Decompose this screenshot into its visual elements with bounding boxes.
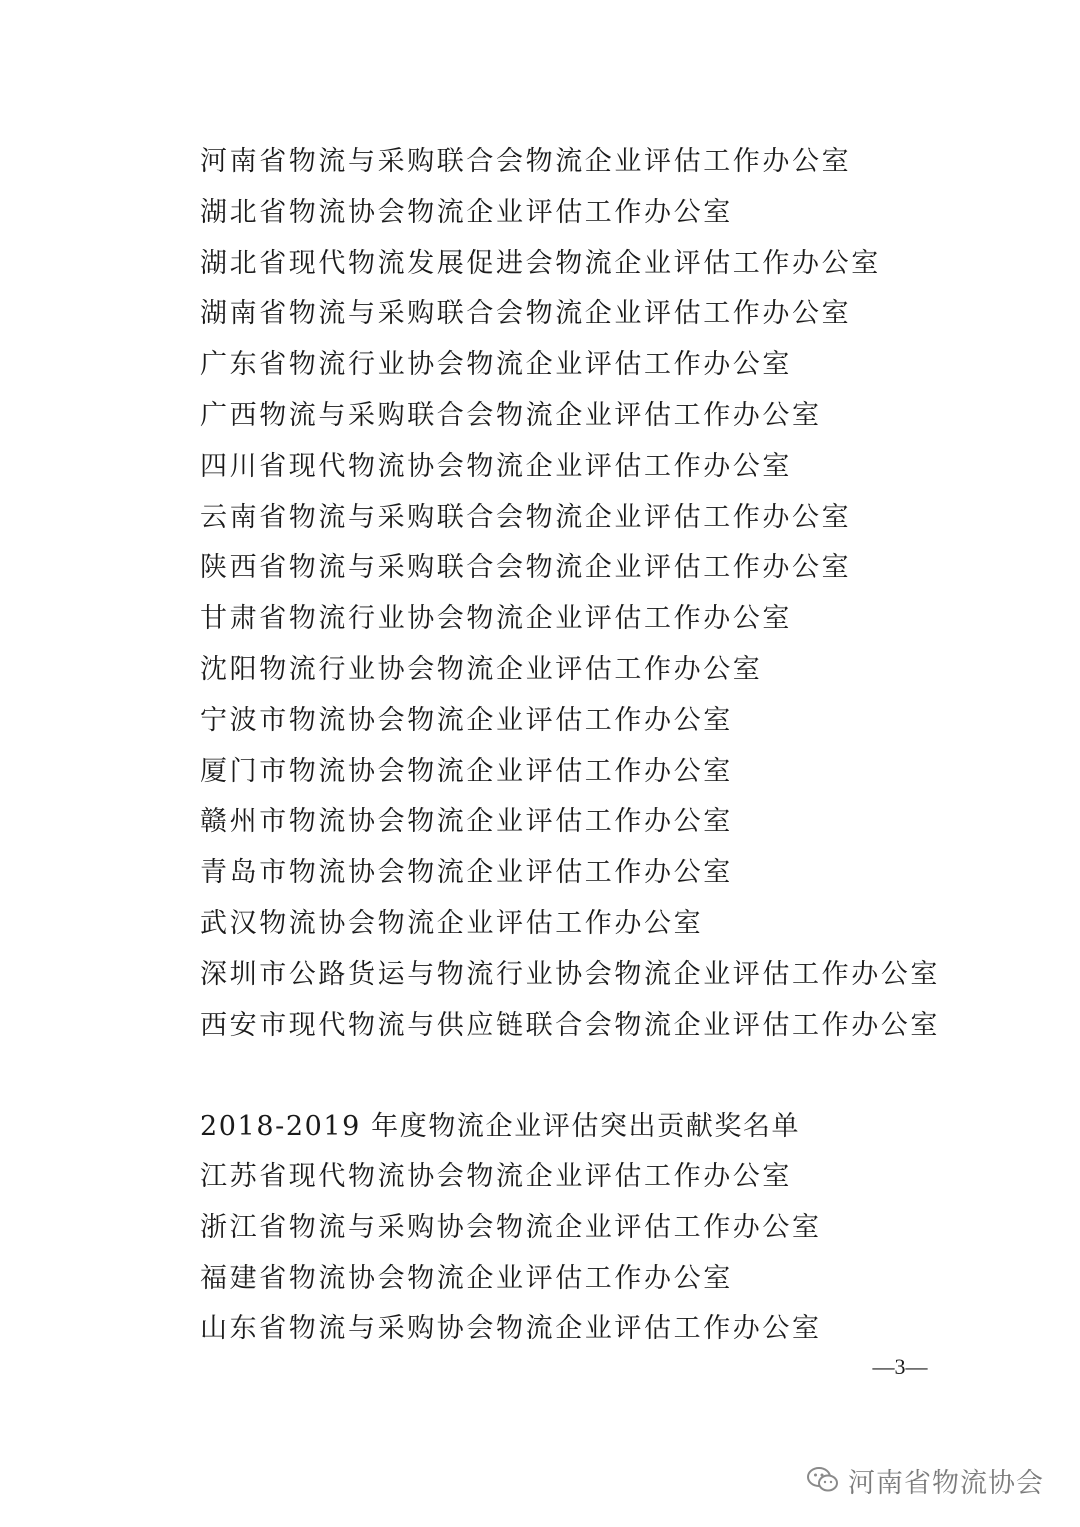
wechat-icon bbox=[806, 1465, 840, 1495]
list-item: 西安市现代物流与供应链联合会物流企业评估工作办公室 bbox=[200, 1009, 940, 1041]
watermark-text: 河南省物流协会 bbox=[848, 1467, 1044, 1499]
list-item: 深圳市公路货运与物流行业协会物流企业评估工作办公室 bbox=[200, 958, 940, 990]
list-item: 赣州市物流协会物流企业评估工作办公室 bbox=[200, 806, 733, 838]
list-item: 江苏省现代物流协会物流企业评估工作办公室 bbox=[200, 1161, 792, 1192]
page-number: —3— bbox=[872, 1354, 928, 1379]
award-section-title: 2018-2019 年度物流企业评估突出贡献奖名单 bbox=[200, 1111, 801, 1142]
list-item: 湖北省物流协会物流企业评估工作办公室 bbox=[200, 196, 733, 228]
list-item: 青岛市物流协会物流企业评估工作办公室 bbox=[200, 857, 733, 889]
list-item: 四川省现代物流协会物流企业评估工作办公室 bbox=[200, 450, 792, 482]
list-item: 河南省物流与采购联合会物流企业评估工作办公室 bbox=[200, 146, 852, 177]
award-office-list bbox=[200, 1155, 960, 1358]
list-item: 湖南省物流与采购联合会物流企业评估工作办公室 bbox=[200, 298, 852, 330]
list-item: 山东省物流与采购协会物流企业评估工作办公室 bbox=[200, 1313, 822, 1345]
list-item: 甘肃省物流行业协会物流企业评估工作办公室 bbox=[200, 603, 792, 635]
list-item: 宁波市物流协会物流企业评估工作办公室 bbox=[200, 704, 733, 736]
list-item: 湖北省现代物流发展促进会物流企业评估工作办公室 bbox=[200, 247, 881, 279]
list-item: 广西物流与采购联合会物流企业评估工作办公室 bbox=[200, 399, 822, 431]
office-list bbox=[200, 140, 960, 1054]
list-item: 广东省物流行业协会物流企业评估工作办公室 bbox=[200, 349, 792, 381]
list-item: 陕西省物流与采购联合会物流企业评估工作办公室 bbox=[200, 552, 852, 584]
list-item: 浙江省物流与采购协会物流企业评估工作办公室 bbox=[200, 1211, 822, 1243]
watermark bbox=[806, 1460, 1044, 1500]
list-item: 沈阳物流行业协会物流企业评估工作办公室 bbox=[200, 653, 763, 685]
list-item: 武汉物流协会物流企业评估工作办公室 bbox=[200, 907, 704, 939]
list-item: 福建省物流协会物流企业评估工作办公室 bbox=[200, 1262, 733, 1294]
list-item: 云南省物流与采购联合会物流企业评估工作办公室 bbox=[200, 501, 852, 533]
list-item: 厦门市物流协会物流企业评估工作办公室 bbox=[200, 755, 733, 787]
